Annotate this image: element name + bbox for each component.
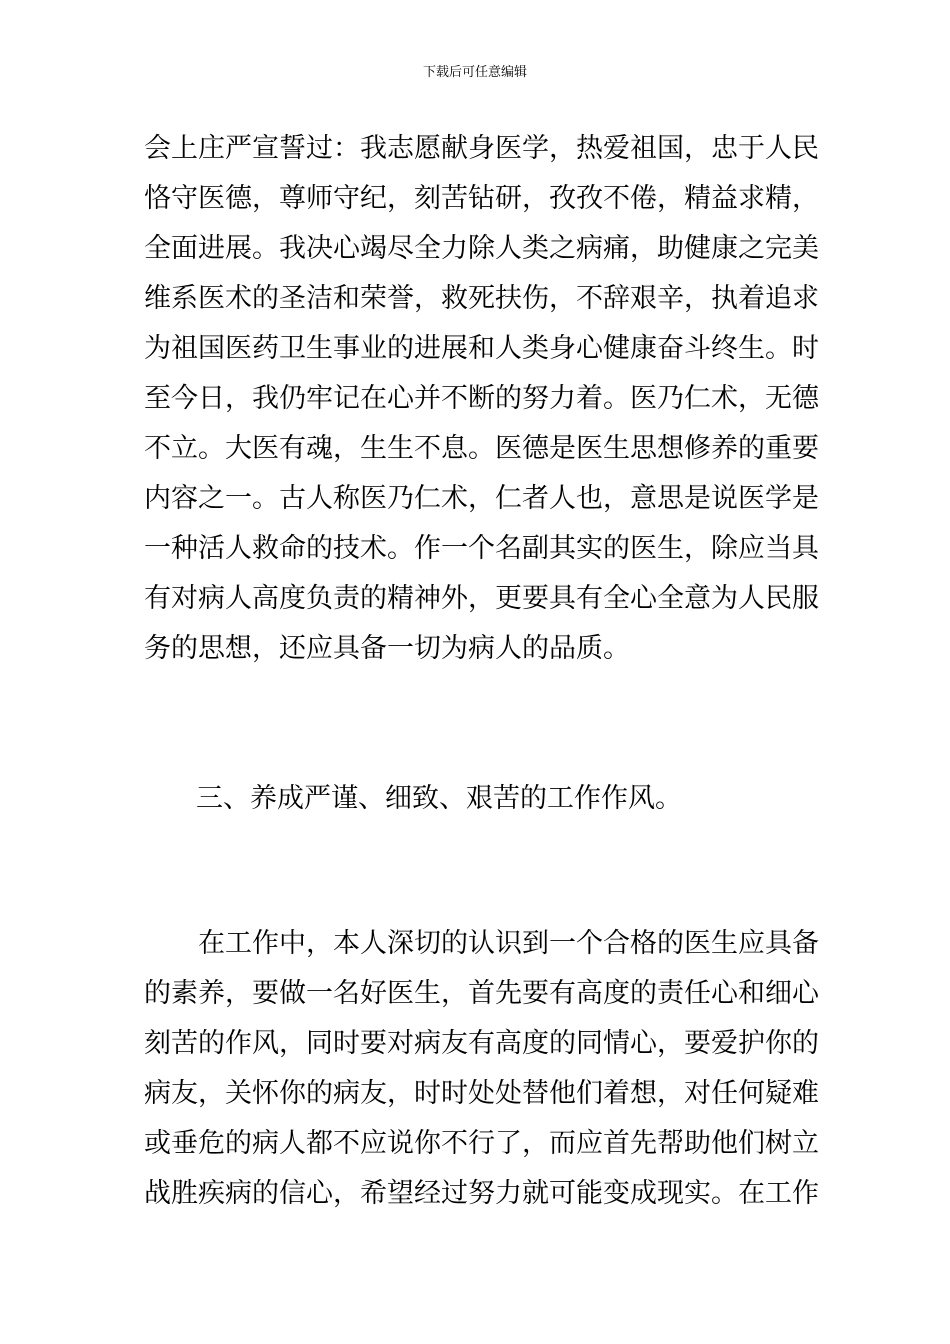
paragraph-line: 至今日，我仍牢记在心并不断的努力着。医乃仁术，无德	[144, 383, 819, 414]
paragraph-line: 内容之一。古人称医乃仁术，仁者人也，意思是说医学是	[144, 483, 819, 514]
paragraph-line: 战胜疾病的信心，希望经过努力就可能变成现实。在工作	[144, 1178, 819, 1209]
paragraph-line: 为祖国医药卫生事业的进展和人类身心健康奋斗终生。时	[144, 333, 819, 364]
paragraph-line: 不立。大医有魂，生生不息。医德是医生思想修养的重要	[144, 433, 819, 464]
section-heading: 三、养成严谨、细致、艰苦的工作作风。	[196, 783, 682, 814]
paragraph-line: 一种活人救命的技术。作一个名副其实的医生，除应当具	[144, 533, 819, 564]
paragraph-line: 或垂危的病人都不应说你不行了，而应首先帮助他们树立	[144, 1128, 819, 1159]
paragraph-line: 在工作中，本人深切的认识到一个合格的医生应具备	[198, 928, 819, 959]
paragraph-line: 全面进展。我决心竭尽全力除人类之病痛，助健康之完美	[144, 233, 819, 264]
paragraph-line: 有对病人高度负责的精神外，更要具有全心全意为人民服	[144, 583, 819, 614]
page-header: 下载后可任意编辑	[422, 65, 527, 80]
paragraph-1	[144, 124, 824, 674]
paragraph-line: 维系医术的圣洁和荣誉，救死扶伤，不辞艰辛，执着追求	[144, 283, 819, 314]
paragraph-line: 务的思想，还应具备一切为病人的品质。	[144, 633, 630, 664]
paragraph-line: 病友，关怀你的病友，时时处处替他们着想，对任何疑难	[144, 1078, 819, 1109]
paragraph-line: 恪守医德，尊师守纪，刻苦钻研，孜孜不倦，精益求精，	[144, 183, 819, 214]
paragraph-2	[144, 919, 824, 1219]
paragraph-line: 会上庄严宣誓过：我志愿献身医学，热爱祖国，忠于人民	[144, 133, 819, 164]
paragraph-line: 的素养，要做一名好医生，首先要有高度的责任心和细心	[144, 978, 819, 1009]
paragraph-line: 刻苦的作风，同时要对病友有高度的同情心，要爱护你的	[144, 1028, 819, 1059]
